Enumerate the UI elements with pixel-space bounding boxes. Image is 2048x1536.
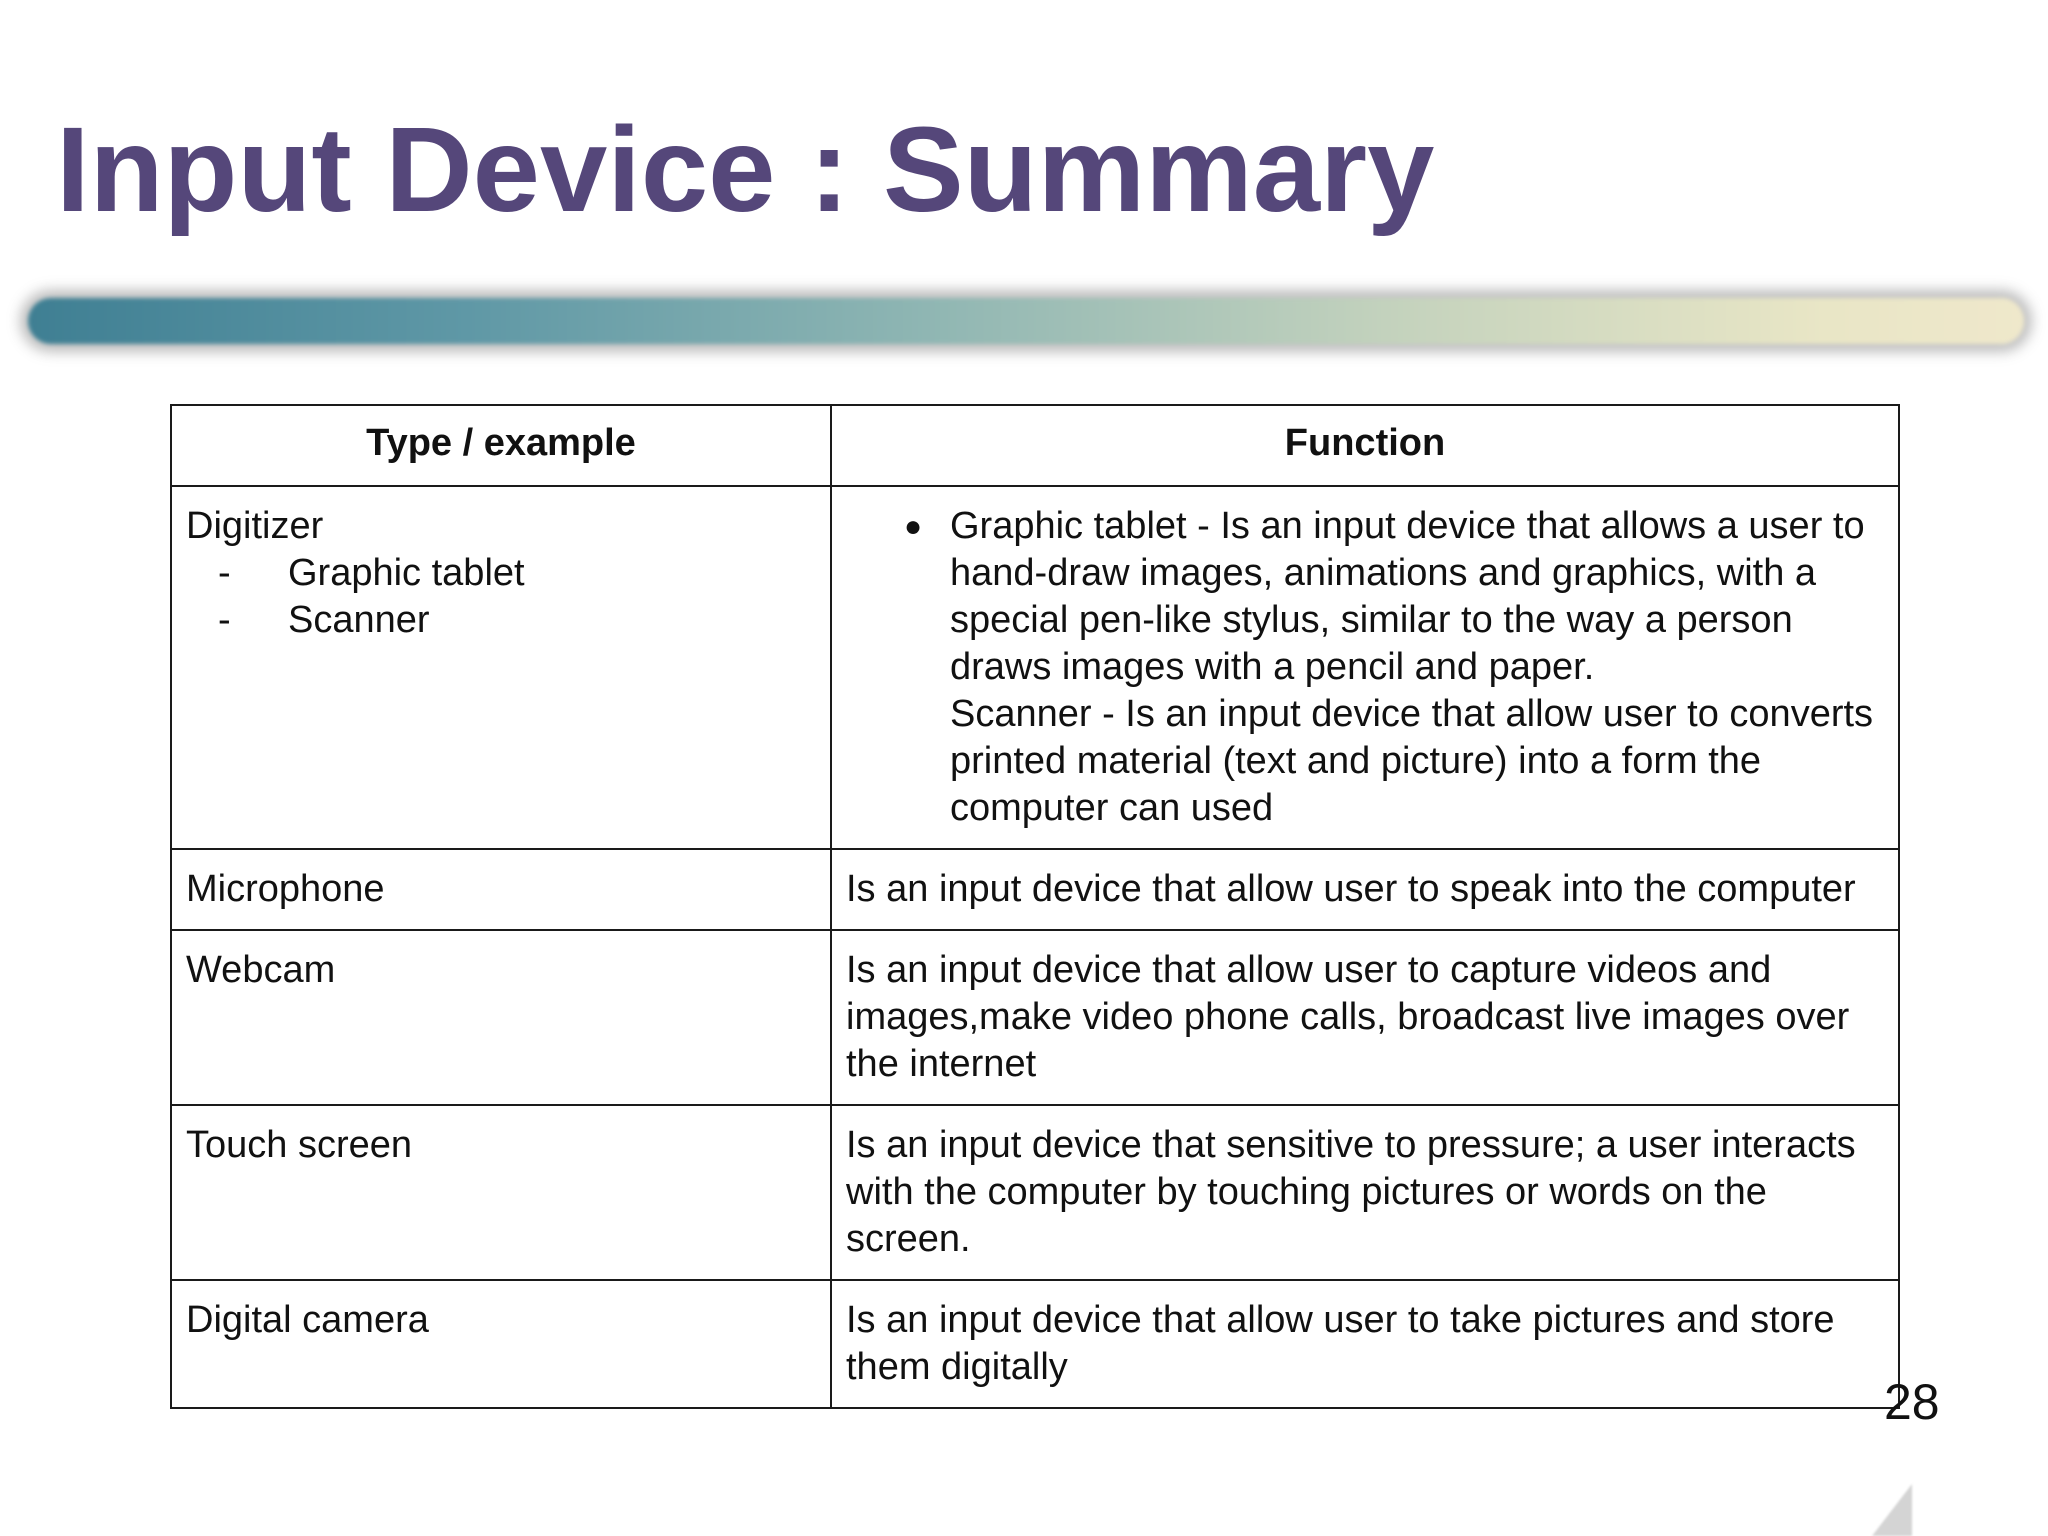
page-number: 28 bbox=[1884, 1374, 1940, 1430]
graphic-tablet-description: Graphic tablet - Is an input device that allows a user to hand-draw images, animations and graphics, with a special pen-like stylus, similar to the way a person draws images with a pencil and paper. bbox=[950, 505, 1865, 688]
summary-table bbox=[170, 404, 1900, 1409]
table-header-row bbox=[171, 405, 1899, 486]
bullet-dot-icon: ● bbox=[904, 510, 923, 543]
function-cell: Is an input device that allow user to capture videos and images,make video phone calls, broadcast live images over the internet bbox=[831, 930, 1899, 1105]
corner-fold-shape bbox=[1872, 1484, 1912, 1536]
header-function: Function bbox=[831, 405, 1899, 486]
table-row-microphone bbox=[171, 849, 1899, 930]
sub-item-label: Graphic tablet bbox=[288, 552, 525, 594]
table-row-digital-camera bbox=[171, 1280, 1899, 1408]
digitizer-sub-list bbox=[186, 550, 816, 644]
table-row-digitizer bbox=[171, 486, 1899, 849]
title-divider-bar bbox=[28, 298, 2024, 344]
type-cell: Touch screen bbox=[171, 1105, 831, 1280]
function-cell-digitizer bbox=[831, 486, 1899, 849]
sub-item-scanner bbox=[186, 597, 816, 644]
digitizer-bullet-block bbox=[846, 503, 1884, 832]
type-cell-digitizer bbox=[171, 486, 831, 849]
function-cell: Is an input device that sensitive to pressure; a user interacts with the computer by touching pictures or words on the screen. bbox=[831, 1105, 1899, 1280]
header-type: Type / example bbox=[171, 405, 831, 486]
sub-item-label: Scanner bbox=[288, 599, 430, 641]
type-cell: Digital camera bbox=[171, 1280, 831, 1408]
slide-title: Input Device : Summary bbox=[56, 101, 1435, 237]
dash-marker: - bbox=[218, 599, 231, 641]
table-row-touch-screen bbox=[171, 1105, 1899, 1280]
type-cell: Microphone bbox=[171, 849, 831, 930]
function-cell: Is an input device that allow user to take pictures and store them digitally bbox=[831, 1280, 1899, 1408]
scanner-description: Scanner - Is an input device that allow user to converts printed material (text and picture) into a form the computer can used bbox=[950, 693, 1874, 829]
function-cell: Is an input device that allow user to speak into the computer bbox=[831, 849, 1899, 930]
digitizer-label: Digitizer bbox=[186, 505, 324, 547]
table-row-webcam bbox=[171, 930, 1899, 1105]
dash-marker: - bbox=[218, 552, 231, 594]
type-cell: Webcam bbox=[171, 930, 831, 1105]
sub-item-graphic-tablet bbox=[186, 550, 816, 597]
